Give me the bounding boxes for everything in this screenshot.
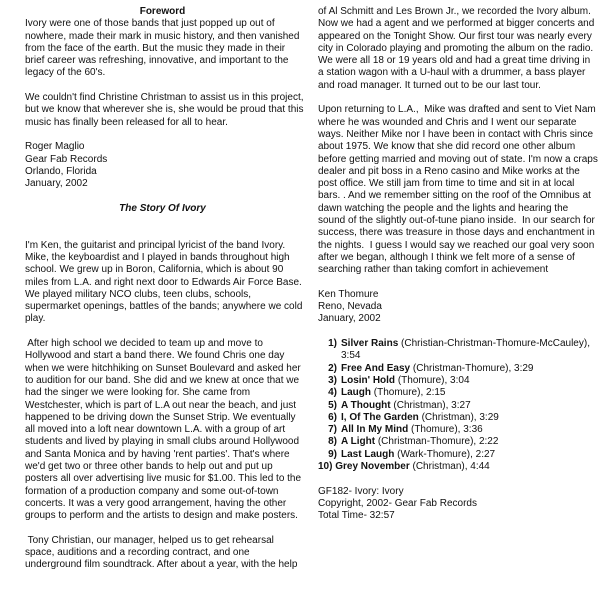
text-line: Reno, Nevada	[318, 301, 382, 313]
track-credit: (Wark-Thomure), 2:27	[394, 448, 496, 460]
text-line: city in Colorado playing and promoting the album on the radio.	[318, 42, 594, 54]
blank-line	[318, 326, 600, 338]
blank-line	[25, 215, 300, 227]
track-number: 1)	[328, 338, 337, 350]
text-line: we'd get two or three other bands to help out and put up	[25, 460, 273, 472]
text-line: success, there was treasure in those days and enchantment in	[318, 227, 595, 239]
track-title: All In My Mind	[341, 424, 409, 436]
text-line: the nights. I guess I would say we reached our goal very soon	[318, 239, 595, 251]
text-line: Hollywood and start a band there. We found Chris one day	[25, 350, 285, 362]
text-line: when we were hitchhiking on Sunset Boulevard and asked her	[25, 362, 301, 374]
text-line: where he was wounded and Chris and I went our separate	[318, 116, 577, 128]
track-title: I, Of The Garden	[341, 411, 419, 423]
text-line: post office. We still jam from time to time and sit in at local	[318, 178, 575, 190]
blank-line	[25, 190, 300, 202]
text-line: legacy of the 60's.	[25, 67, 106, 79]
track-title: Grey November	[335, 460, 410, 472]
track-item	[318, 449, 600, 461]
track-number: 5)	[328, 399, 337, 411]
text-line: to audition for our band. She did and we knew at once that we	[25, 374, 300, 386]
text-line: Orlando, Florida	[25, 165, 97, 177]
text-line: nowhere, made their mark in music history, and then vanished	[25, 30, 300, 42]
blank-line	[25, 227, 300, 239]
text-line: supermarket openings, battles of the bands; anywhere we cold	[25, 301, 303, 313]
track-number: 4)	[328, 387, 337, 399]
text-line: of Al Schmitt and Les Brown Jr., we recorded the Ivory album.	[318, 6, 591, 17]
story-paragraph	[25, 239, 303, 326]
track-item	[318, 400, 600, 412]
text-line: groups to perform and the artists to design and make posters.	[25, 510, 298, 522]
text-line: sound of the slightly out-of-tune piano inside. In our search for	[318, 215, 595, 227]
text-line: all moved into a loft near downtown L.A. with a group of art	[25, 424, 286, 436]
text-line: underground film soundtrack. After about a year, with the help	[25, 559, 298, 571]
text-line: before getting married and moving out of state. I'm now a craps	[318, 153, 598, 165]
track-number: 9)	[328, 448, 337, 460]
track-list	[318, 338, 600, 473]
text-line: and Santa Monica and by having 'rent parties'. That's where	[25, 448, 290, 460]
text-line: After high school we decided to team up and move to	[25, 338, 263, 350]
track-title: A Light	[341, 436, 376, 448]
album-info	[318, 486, 600, 523]
text-line: Tony Christian, our manager, helped us to get rehearsal	[25, 534, 274, 546]
album-info-line: Total Time- 32:57	[318, 510, 395, 522]
story-paragraph	[318, 289, 600, 326]
track-number: 2)	[328, 362, 337, 374]
left-column	[25, 6, 304, 572]
text-line: Westchester, which is part of L.A out near the beach, and just	[25, 399, 297, 411]
text-line: brief career was refreshing, innovative, and important to the	[25, 55, 289, 67]
text-line: Ken Thomure	[318, 288, 379, 300]
track-title: Last Laugh	[341, 448, 395, 460]
right-column	[318, 6, 600, 522]
track-number: 3)	[328, 374, 337, 386]
text-line: We couldn't find Christine Christman to assist us in this project,	[25, 92, 304, 104]
text-line: We were all 18 or 19 years old and had a great time driving in	[318, 55, 591, 67]
track-title: A Thought	[341, 399, 391, 411]
track-item	[318, 338, 600, 350]
foreword-paragraph	[25, 92, 304, 129]
blank-line	[318, 473, 600, 485]
text-line: concerts. It was a very good arrangement, having the other	[25, 497, 287, 509]
text-line: from the face of the earth. But the music they made in their	[25, 42, 286, 54]
track-number: 10)	[318, 460, 333, 472]
track-number: 7)	[328, 424, 337, 436]
text-line: formation of a production company and some out-of-town	[25, 485, 279, 497]
blank-line	[318, 92, 600, 104]
track-item	[318, 412, 600, 424]
track-credit: (Thomure), 3:36	[408, 424, 483, 436]
track-item	[318, 375, 600, 387]
text-line: happened to be driving down the Sunset Strip. We eventually	[25, 411, 296, 423]
text-line: school. We grew up in Boron, California, which is about 90	[25, 264, 284, 276]
text-line: January, 2002	[318, 313, 381, 325]
story-paragraph	[318, 104, 600, 276]
text-line: posters all over advertising live music for $1.00. This led to the	[25, 473, 302, 485]
text-line: and road manager. It turned out to be our last tour.	[318, 79, 541, 91]
story-paragraph	[318, 6, 600, 92]
text-line: Ivory were one of those bands that just popped up out of	[25, 18, 275, 30]
track-title: Laugh	[341, 387, 371, 399]
track-credit: (Christman), 4:44	[409, 460, 490, 472]
text-line: I'm Ken, the guitarist and principal lyricist of the band Ivory.	[25, 239, 286, 251]
text-line: Gear Fab Records	[25, 153, 108, 165]
text-line: ways. Neither Mike nor I have been in contact with Chris since	[318, 128, 594, 140]
foreword-paragraph	[25, 141, 300, 190]
text-line: miles from L.A. and right next door to Edwards Air Force Base.	[25, 276, 302, 288]
track-credit: (Christian-Christman-Thomure-McCauley),	[398, 338, 590, 350]
track-title: Free And Easy	[341, 362, 411, 374]
story-paragraph	[25, 535, 300, 572]
text-line: We played military NCO clubs, teen clubs, schools,	[25, 288, 252, 300]
story-paragraph	[25, 338, 300, 522]
track-title: Silver Rains	[341, 338, 399, 350]
text-line: Now we had a agent and we performed at bigger concerts and	[318, 18, 595, 30]
text-line: music has finally been released for all to hear.	[25, 116, 228, 128]
text-line: Roger Maglio	[25, 141, 85, 153]
track-item	[318, 424, 600, 436]
story-title: The Story Of Ivory	[119, 202, 206, 214]
text-line: January, 2002	[25, 178, 88, 190]
text-line: bars. . And we remember sitting on the roof of the Omnibus at	[318, 190, 591, 202]
text-line: Upon returning to L.A., Mike was drafted and sent to Viet Nam	[318, 104, 596, 116]
track-number: 6)	[328, 411, 337, 423]
text-line: searching rather than taking comfort in achievement	[318, 264, 549, 276]
track-item	[318, 387, 600, 399]
blank-line	[318, 277, 600, 289]
text-line: space, auditions and a recording contract, and one	[25, 547, 250, 559]
text-line: about 1975. We know that she did record one other album	[318, 141, 576, 153]
track-credit: (Christman), 3:29	[418, 411, 499, 423]
track-title: Losin' Hold	[341, 374, 396, 386]
text-line: Mike, the keyboardist and I played in bands throughout high	[25, 251, 290, 263]
track-continuation	[318, 350, 600, 362]
text-line: appeared on the Tonight Show. Our first tour was nearly every	[318, 30, 592, 42]
blank-line	[25, 522, 300, 534]
text-line: after we began, although I think we felt more of a sense of	[318, 251, 575, 263]
album-info-line: Copyright, 2002- Gear Fab Records	[318, 497, 477, 509]
text-line: a station wagon with a U-haul with a drummer, a bass player	[318, 67, 586, 79]
text-line: dealer and pit boss in a Reno casino and Mike works at the	[318, 165, 580, 177]
track-item	[318, 436, 600, 448]
text-line: dawn watching the people and the lights and hearing the	[318, 202, 569, 214]
track-credit: (Thomure), 2:15	[371, 387, 446, 399]
text-line: had the singer we were looking for. She came from	[25, 387, 251, 399]
text-line: play.	[25, 313, 46, 325]
track-credit: (Christman-Thomure), 3:29	[410, 362, 534, 374]
track-item	[318, 363, 600, 375]
text-line: students and lived by playing in small clubs around Hollywood	[25, 436, 300, 448]
track-credit: (Thomure), 3:04	[395, 374, 470, 386]
track-duration: 3:54	[341, 350, 361, 362]
foreword-title: Foreword	[139, 6, 186, 17]
blank-line	[25, 326, 300, 338]
foreword-paragraph	[25, 18, 300, 79]
track-item	[318, 461, 600, 473]
text-line: but we know that wherever she is, she would be proud that this	[25, 104, 304, 116]
track-credit: (Christman-Thomure), 2:22	[375, 436, 499, 448]
blank-line	[25, 80, 300, 92]
album-info-line: GF182- Ivory: Ivory	[318, 485, 404, 497]
track-credit: (Christman), 3:27	[390, 399, 471, 411]
blank-line	[25, 129, 300, 141]
track-number: 8)	[328, 436, 337, 448]
